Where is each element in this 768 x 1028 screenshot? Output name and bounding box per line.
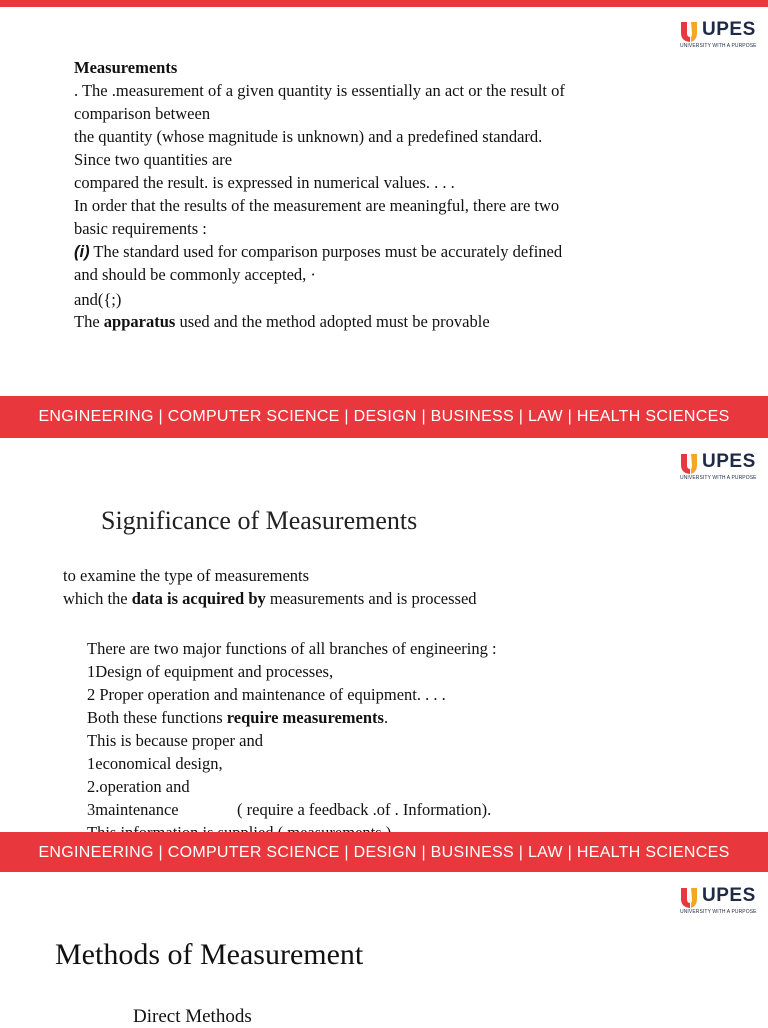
slide1-line: Since two quantities are	[74, 150, 233, 169]
upes-tagline: UNIVERSITY WITH A PURPOSE	[680, 43, 757, 49]
slide2-line: 3maintenance	[87, 800, 179, 819]
footer-banner: ENGINEERING | COMPUTER SCIENCE | DESIGN | BUSINESS | LAW | HEALTH SCIENCES	[0, 396, 768, 438]
slide2-line: 2.operation and	[87, 777, 190, 796]
slide2-line: which the data is acquired by measurements and is processed	[63, 589, 477, 608]
slide1-line: and should be commonly accepted, ·	[74, 265, 316, 284]
slide2-line: Both these functions require measurements.	[87, 708, 389, 727]
slide1-heading: Measurements	[74, 58, 178, 77]
top-accent-strip	[0, 0, 768, 7]
slide1-line: the quantity (whose magnitude is unknown) and a predefined standard.	[74, 127, 543, 146]
slide3-title: Methods of Measurement	[55, 938, 364, 971]
slide1-line: comparison between	[74, 104, 211, 123]
slide3-item: Direct Methods	[133, 1006, 252, 1027]
slide2-line: This is because proper and	[87, 731, 263, 750]
slide1-requirement-one: (i) The standard used for comparison purposes must be accurately defined	[74, 242, 563, 261]
slide2-line: to examine the type of measurements	[63, 566, 310, 585]
slide1-line: and({;)	[74, 290, 122, 309]
slide-measurements	[0, 0, 768, 425]
upes-wordmark: UPES	[702, 885, 756, 906]
slide2-line: 1Design of equipment and processes,	[87, 662, 334, 681]
upes-logo	[680, 884, 762, 918]
footer-banner: ENGINEERING | COMPUTER SCIENCE | DESIGN | BUSINESS | LAW | HEALTH SCIENCES	[0, 832, 768, 874]
upes-logo	[680, 450, 762, 484]
upes-logo-mark-icon	[680, 886, 698, 908]
upes-wordmark: UPES	[702, 19, 756, 40]
slide1-line: . The .measurement of a given quantity is essentially an act or the result of	[74, 81, 565, 100]
upes-logo-mark-icon	[680, 20, 698, 42]
upes-logo-mark-icon	[680, 452, 698, 474]
upes-tagline: UNIVERSITY WITH A PURPOSE	[680, 475, 757, 481]
slide1-line: compared the result. is expressed in numerical values. . . .	[74, 173, 455, 192]
slide-significance	[0, 438, 768, 876]
slide1-requirement-two: The apparatus used and the method adopted must be provable	[74, 312, 490, 331]
slide2-line: ( require a feedback .of . Information).	[237, 800, 492, 819]
upes-wordmark: UPES	[702, 451, 756, 472]
slide2-title: Significance of Measurements	[101, 506, 418, 535]
upes-tagline: UNIVERSITY WITH A PURPOSE	[680, 909, 757, 915]
slide2-line: 2 Proper operation and maintenance of equipment. . . .	[87, 685, 446, 704]
slide2-line: There are two major functions of all branches of engineering :	[87, 639, 497, 658]
slide1-line: In order that the results of the measurement are meaningful, there are two	[74, 196, 560, 215]
upes-logo	[680, 18, 762, 52]
slide1-line: basic requirements :	[74, 219, 207, 238]
slide-methods	[0, 872, 768, 1027]
slide2-line: 1economical design,	[87, 754, 223, 773]
